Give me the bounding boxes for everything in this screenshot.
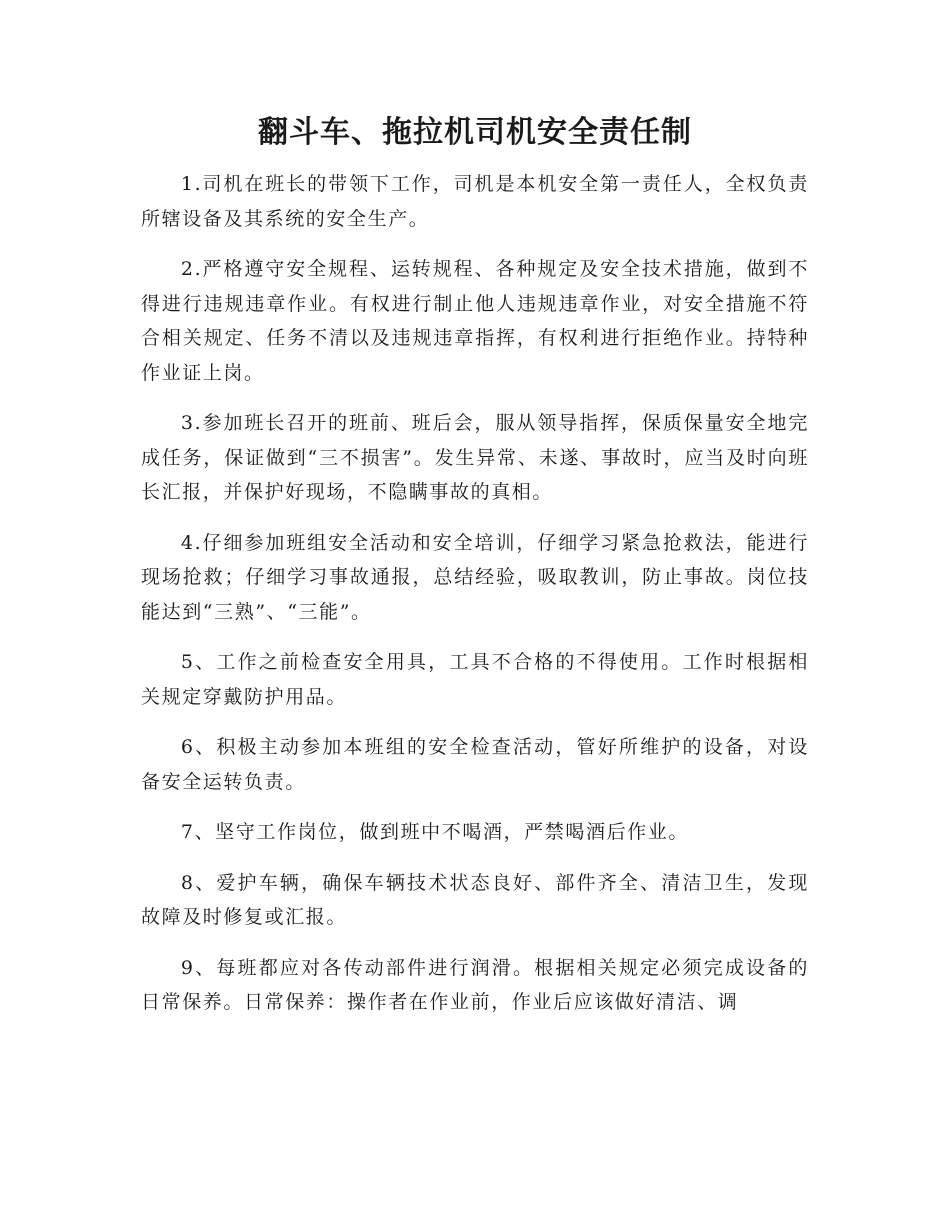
paragraph-9: 9、每班都应对各传动部件进行润滑。根据相关规定必须完成设备的日常保养。日常保养：操作者在作业前，作业后应该做好清洁、调 [141, 956, 809, 1013]
paragraph-1: 1.司机在班长的带领下工作，司机是本机安全第一责任人，全权负责所辖设备及其系统的安全生产。 [141, 173, 809, 230]
paragraph-2: 2.严格遵守安全规程、运转规程、各种规定及安全技术措施，做到不得进行违规违章作业。有权进行制止他人违规违章作业，对安全措施不符合相关规定、任务不清以及违规违章指挥，有权利进行拒绝作业。持特种作业证上岗。 [141, 258, 809, 384]
paragraph-6: 6、积极主动参加本班组的安全检查活动，管好所维护的设备，对设备安全运转负责。 [141, 736, 809, 793]
paragraph-3: 3.参加班长召开的班前、班后会，服从领导指挥，保质保量安全地完成任务，保证做到“三不损害”。发生异常、未遂、事故时，应当及时向班长汇报，并保护好现场，不隐瞒事故的真相。 [141, 412, 809, 503]
paragraph-7: 7、坚守工作岗位，做到班中不喝酒，严禁喝酒后作业。 [180, 821, 689, 843]
paragraph-5: 5、工作之前检查安全用具，工具不合格的不得使用。工作时根据相关规定穿戴防护用品。 [141, 651, 809, 708]
document-title: 翻斗车、拖拉机司机安全责任制 [258, 115, 692, 150]
paragraph-4: 4.仔细参加班组安全活动和安全培训，仔细学习紧急抢救法，能进行现场抢救；仔细学习事故通报，总结经验，吸取教训，防止事故。岗位技能达到“三熟”、“三能”。 [141, 531, 809, 623]
document-body [141, 167, 809, 1036]
paragraph-8: 8、爱护车辆，确保车辆技术状态良好、部件齐全、清洁卫生，发现故障及时修复或汇报。 [141, 871, 809, 928]
